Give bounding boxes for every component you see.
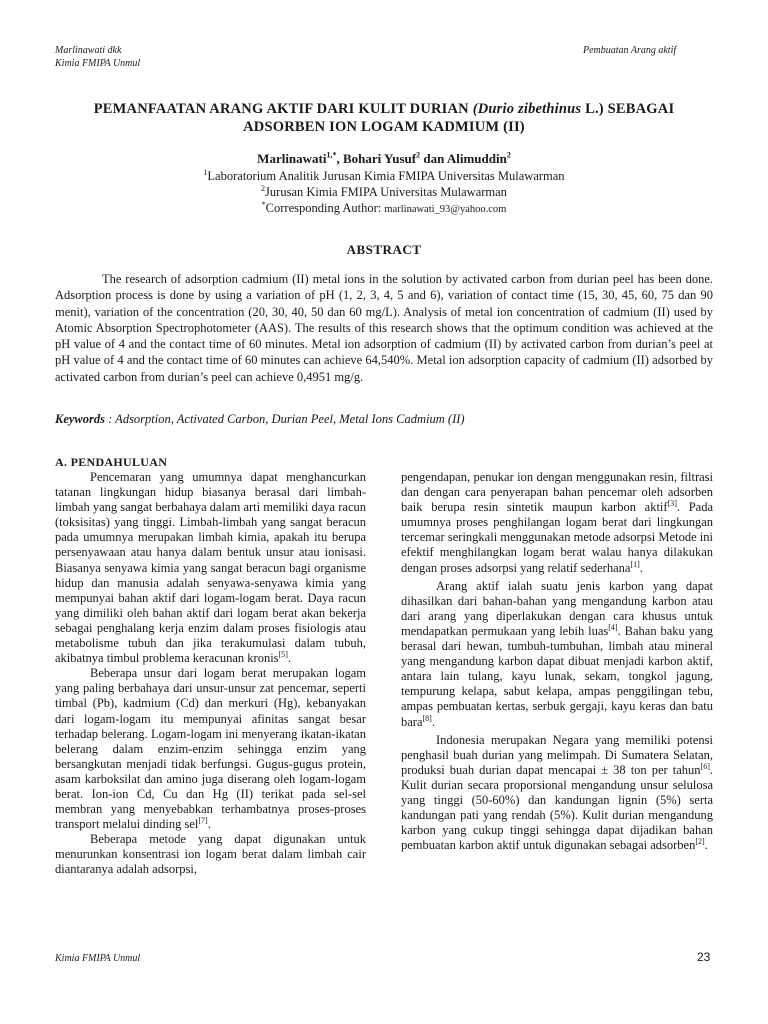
paragraph-text: . Kulit durian secara proporsional mengandung unsur selulosa yang tinggi (50-60%) dan kandungan lignin (5%) serta kandungan pati yang rendah (5%). Kulit durian mengandung karbon yang cukup tinggi sehingga dapat dijadikan bahan pembuatan karbon aktif untuk digunakan sebagai adsorben [401, 762, 713, 853]
keywords [55, 412, 713, 427]
paragraph-text: Pencemaran yang umumnya dapat menghancurkan tatanan lingkungan hidup biasanya berasal dari limbah-limbah yang sangat berbahaya dalam arti memiliki daya racun (toksisitas) yang tinggi. Limbah-limbah yang sangat beracun pada umumnya merupakan limbah kimia, apakah itu berupa persenyawaan atau hanya dalam bentuk unsur atau ionisasi. Biasanya senyawa kimia yang sangat beracun bagi organisme hidup dan manusia adalah senyawa-senyawa kimia yang mempunyai bahan aktif dari logam-logam berat. Daya racun yang dimiliki oleh bahan aktif dari logam berat akan bekerja sebagai penghalang kerja enzim dalam proses fisiologis atau metabolisme tubuh dan jika terakumulasi dalam tubuh, akibatnya timbul problema keracunan kronis [55, 470, 366, 666]
keywords-text: : Adsorption, Activated Carbon, Durian Peel, Metal Ions Cadmium (II) [105, 412, 465, 426]
affiliation-2-text: Jurusan Kimia FMIPA Universitas Mulawarman [265, 185, 507, 199]
affiliation-1-text: Laboratorium Analitik Jurusan Kimia FMIPA Universitas Mulawarman [207, 169, 565, 183]
paragraph-text: pengendapan, penukar ion dengan menggunakan resin, filtrasi dan dengan cara penyerapan bahan pencemar oleh adsorben baik berupa resin sintetik maupun karbon aktif [401, 470, 713, 515]
paragraph-text: . [431, 714, 435, 729]
affiliation-2 [55, 184, 713, 200]
paragraph-text: Beberapa metode yang dapat digunakan untuk menurunkan konsentrasi ion logam berat dalam limbah cair diantaranya adalah adsorpsi, [55, 832, 366, 877]
body-column-left [55, 455, 366, 878]
citation: [7] [198, 816, 208, 825]
paragraph-text: . Pada umumnya proses penghilangan logam berat dari lingkungan tercemar seringkali menggunakan metode adsorpsi Metode ini efektif menghilangkan logam berat walau hanya dilakukan dengan proses adsorpsi yang relatif sederhana [401, 500, 713, 575]
affiliation-2-sup: 2 [261, 183, 266, 193]
author-1: Marlinawati [257, 151, 327, 166]
paragraph-text: Beberapa unsur dari logam berat merupakan logam yang paling berbahaya dari unsur-unsur zat pencemar, seperti timbal (Pb), kadmium (Cd) dan merkuri (Hg), kebanyakan dari logam-logam itu mempunyai afinitas sangat besar terhadap belerang. Logam-logam ini menyerang ikatan-ikatan belerang dalam enzim-enzim sehingga enzim yang bersangkutan menjadi tidak berfungsi. Gugus-gugus protein, asam karboksilat dan amino juga diserang oleh logam-logam berat. Ion-ion Cd, Cu dan Hg (II) terikat pada sel-sel membran yang menyebabkan terhambatnya proses-proses transport melalui dinding sel [55, 666, 366, 832]
affiliation-1-sup: 1 [203, 167, 208, 177]
running-header-left [55, 44, 140, 70]
author-2: , Bohari Yusuf [336, 151, 417, 166]
author-3: dan Alimuddin [420, 151, 507, 166]
paragraph-text: . [639, 560, 643, 575]
corresponding-author [55, 200, 713, 218]
section-heading: A. PENDAHULUAN [55, 455, 168, 469]
author-2-sup: 2 [416, 150, 421, 160]
corresponding-sup: * [261, 199, 266, 209]
title-scientific-name: (Durio zibethinus [472, 101, 582, 117]
paragraph-text: Arang aktif ialah suatu jenis karbon yang dapat dihasilkan dari bahan-bahan yang mengandung karbon atau dari arang yang diperlakukan dengan cara khusus untuk mendapatkan permukaan yang lebih luas [401, 578, 713, 638]
citation: [4] [608, 622, 618, 632]
paragraph-text: . [207, 817, 211, 832]
running-header-right: Pembuatan Arang aktif [583, 45, 677, 56]
author-1-sup: 1,* [326, 150, 337, 160]
paragraph-text: . [704, 838, 708, 853]
citation: [8] [422, 713, 432, 723]
abstract-heading: ABSTRACT [346, 242, 422, 257]
corresponding-email[interactable]: marlinawati_93@yahoo.com [384, 204, 507, 215]
paragraph [55, 470, 366, 666]
title-line2: ADSORBEN ION LOGAM KADMIUM (II) [243, 119, 525, 135]
corresponding-label: Corresponding Author: [265, 201, 385, 215]
header-journal: Kimia FMIPA Unmul [55, 58, 141, 69]
title-part1: PEMANFAATAN ARANG AKTIF DARI KULIT DURIAN [93, 101, 473, 117]
citation: [6] [700, 761, 710, 771]
citation: [2] [695, 837, 705, 847]
paper-title [55, 100, 713, 136]
header-authors: Marlinawati dkk [55, 45, 122, 56]
paragraph [55, 832, 366, 877]
citation: [5] [278, 649, 288, 659]
citation: [3] [667, 499, 677, 509]
author-3-sup: 2 [506, 150, 511, 160]
keywords-label: Keywords [55, 412, 105, 426]
abstract-text: The research of adsorption cadmium (II) metal ions in the solution by activated carbon from durian peel has been done. Adsorption process is done by using a variation of pH (1, 2, 3, 4, 5 and 6), variation of contact time (15, 30, 45, 60, 75 dan 90 menit), variation of the concentration (20, 30, 40, 50 dan 60 mg/L). Analysis of metal ion concentration of cadmium (II) used by Atomic Absorption Spectrophotometer (AAS). The results of this research shows that the optimum condition was achieved at the pH value of 4 and the contact time of 60 minutes. Metal ion adsorption of cadmium (II) by activated carbon from durian’s peel at pH value of 4 and the contact time of 60 minutes can achieve 64,540%. Metal ion adsorption capacity of cadmium (II) adsorbed by activated carbon from durian’s peel can achieve 0,4951 mg/g. [55, 272, 713, 384]
paragraph-text: Indonesia merupakan Negara yang memiliki potensi penghasil buah durian yang melimpah. Di Sumatera Selatan, produksi buah durian dapat mencapai ± 38 ton per tahun [401, 732, 713, 777]
title-part2: L.) SEBAGAI [581, 101, 675, 117]
body-column-right [401, 470, 713, 853]
paragraph-text: . Bahan baku yang berasal dari hewan, tumbuh-tumbuhan, limbah atau mineral yang mengandung karbon dapat dibuat menjadi karbon aktif, antara lain tulang, kayu lunak, sekam, tongkol jagung, tempurung kelapa, sabut kelapa, ampas penggilingan tebu, ampas pembuatan kertas, serbuk gergaji, kayu keras dan batu bara [401, 623, 713, 729]
author-list [55, 150, 713, 167]
paragraph-text: . [287, 651, 291, 666]
page-number: 23 [697, 950, 711, 964]
footer-journal: Kimia FMIPA Unmul [55, 953, 141, 964]
paragraph [55, 666, 366, 832]
paragraph [401, 579, 713, 730]
affiliation-1 [55, 168, 713, 184]
paragraph [401, 470, 713, 576]
citation: [1] [630, 559, 640, 569]
paragraph [401, 733, 713, 854]
